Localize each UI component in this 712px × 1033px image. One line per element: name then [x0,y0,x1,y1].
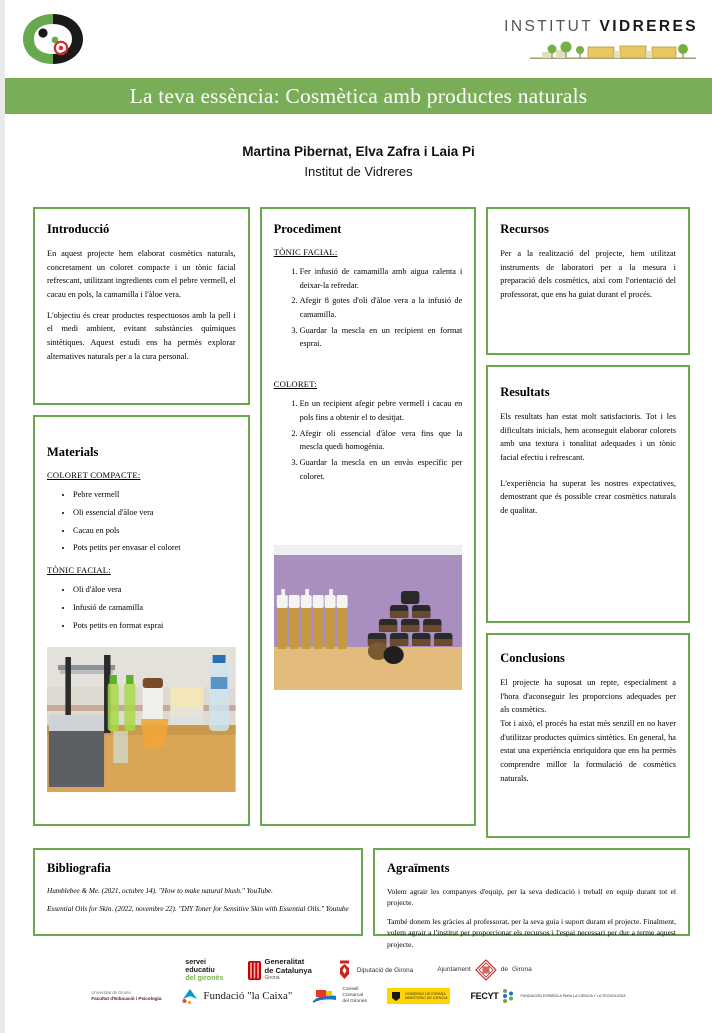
authors-block [5,142,712,181]
ajuntament-word-3: Girona [512,966,532,974]
institut-vidreres-wordmark [504,18,698,36]
introduccio-paragraph-1: En aquest projecte hem elaborat cosmètics naturals, concretament un coloret compacte i un tònic facial refrescant, utilitzant ingredients com el pebre vermell, el cacau en pols, la camamilla i l'àloe vera. [47,249,236,300]
fecyt-subtitle: FUNDACIÓN ESPAÑOLA PARA LA CIENCIA Y LA TECNOLOGÍA [520,993,626,998]
ajuntament-word-2: de [500,966,508,974]
footer-logo-strip [5,958,712,1005]
procediment-sublabel-tonic: TÒNIC FACIAL: [273,247,338,257]
list-item: 3. Guardar la mescla en un envàs específic per coloret. [300,456,463,483]
section-introduccio [33,207,250,405]
list-item: • Pots petits per envasar el coloret [73,539,236,557]
logo-diputacio-de-girona [336,960,413,981]
procediment-heading: Procediment [273,222,342,236]
materials-sublabel-tonic: TÒNIC FACIAL: [47,565,111,576]
recursos-paragraph-1: Per a la realització del projecte, hem utilitzat instruments de laboratori per a la mesura i preparació dels cosmètics, així com l'orientació del professorat, que ens ha guiat durant el procés. [500,249,676,300]
ajuntament-word-1: Ajuntament [437,966,471,974]
ccg-line-2: Comarcal [342,993,363,999]
town-skyline-icon [528,39,698,61]
la-caixa-star-icon [181,987,199,1005]
ministerio-line-1: GOBIERNO DE ESPAÑA [404,991,446,996]
agraiments-paragraph-2: També donem les gràcies al professorat, per la seva guia i suport durant el projecte. Finalment, volem agrair a l'institut per proporcionar els recursos i l'espai necessari per dur a terme aquest projecte. [387,916,676,949]
list-item: • Pebre vermell [73,486,236,504]
logo-generalitat-de-catalunya [248,958,312,982]
list-item: • Cacau en pols [73,522,236,540]
ccg-line-1: Consell [342,987,359,993]
procediment-steps-coloret [274,397,463,483]
logo-fecyt [470,988,625,1004]
logo-consell-comarcal-del-girones [312,987,367,1005]
institut-prefix-text: INSTITUT [504,17,593,35]
generalitat-shield-icon [248,961,261,980]
procediment-steps-tonic [274,265,463,351]
column-left [33,207,250,838]
photo-materials-on-table [47,647,236,792]
list-item: • Pots petits en format esprai [73,617,236,635]
list-item: 3. Guardar la mescla en un recipient en format esprai. [300,324,463,351]
list-item: • Infusió de camamilla [73,599,236,617]
servei-line-1: servei [185,957,206,966]
author-affiliation: Institut de Vidreres [304,163,413,179]
introduccio-paragraph-2: L'objectiu és crear productes respectuosos amb la pell i el medi ambient, evitant substàncies químiques sintètiques. Aquest estudi ens ha permès explorar alternatives naturals per a la cura personal. [47,310,236,361]
ajuntament-crest-icon [475,959,497,981]
photo-finished-products [274,545,463,690]
column-right [486,207,690,838]
generalitat-line-2: de Catalunya [264,965,312,975]
logo-universitat-de-girona [91,991,161,1001]
servei-line-3: del gironès [185,973,224,983]
agraiments-paragraph-1: Volem agrair les companyes d'equip, per la seva dedicació i treball en equip durant tot el projecte. [387,887,676,908]
cocoon-faces-logo-svg [13,9,91,69]
list-item: 2. Afegir oli essencial d'àloe vera fins que la mescla quedi homogènia. [300,427,463,454]
footer-logo-row-2 [91,987,625,1005]
conclusions-paragraph-2: Tot i això, el procés ha estat més senzill en no haver d'utilitzar productes químics sintètics. En general, ha estat una experiència enriquidora que ens ha permès comprendre millor la formulació de cosmètics naturals. [500,719,676,783]
fecyt-wordmark: FECYT [470,991,499,1002]
section-recursos [486,207,690,355]
footer-logo-row-1 [185,958,532,982]
logo-fundacio-la-caixa [181,987,292,1005]
poster-bottom-row [33,848,690,949]
cocoon-faces-logo [13,9,91,69]
section-agraiments [373,848,690,949]
bibliografia-entry: Essential Oils for Skin. (2022, novembre 22). "DIY Toner for Sensitive Skin with Essential Oils." Youtube [47,905,349,914]
institut-vidreres-logo [504,18,698,61]
list-item: 2. Afegir 8 gotes d'oli d'àloe vera a la infusió de camamilla. [300,294,463,321]
section-resultats [486,365,690,623]
author-names: Martina Pibernat, Elva Zafra i Laia Pi [242,144,475,159]
diputacio-label: Diputació de Girona [356,966,414,974]
procediment-sublabel-coloret: COLORET: [273,379,317,390]
conclusions-paragraph-1: El projecte ha suposat un repte, especialment a l'hora d'aconseguir les proporcions adequades per als cosmètics. [500,678,676,715]
udg-line-1: Facultat d'Educació i Psicologia [91,995,162,1001]
materials-heading: Materials [47,445,99,459]
fecyt-dots-icon [502,988,516,1004]
diputacio-crest-icon [336,960,353,981]
bibliografia-entry: Humblebee & Me. (2021, octubre 14). "How to make natural blush." YouTube. [47,887,273,895]
introduccio-heading: Introducció [47,222,110,236]
recursos-heading: Recursos [500,222,549,236]
poster-header [5,0,712,78]
section-bibliografia [33,848,363,936]
materials-photo-wrapper [47,647,236,792]
section-materials [33,415,250,826]
consell-comarcal-icon [312,987,338,1005]
column-middle [260,207,477,838]
logo-gobierno-de-espana-ministerio [387,988,451,1004]
conclusions-heading: Conclusions [500,651,565,665]
section-conclusions [486,633,690,838]
page-title: La teva essència: Cosmètica amb productes naturals [129,83,588,108]
logo-servei-educatiu-del-girones [185,958,223,982]
bibliografia-heading: Bibliografia [47,861,111,875]
resultats-heading: Resultats [500,385,550,399]
list-item: • Oli d'àloe vera [73,581,236,599]
resultats-paragraph-1: Els resultats han estat molt satisfactoris. Tot i les dificultats inicials, hem aconseguit elaborar colorets amb una textura i tonalitat adequades i un tònic facial efectiu i refrescant. [500,412,676,463]
poster-title-bar [5,78,712,114]
udg-line-0: Universitat de Girona [91,990,131,996]
materials-list-coloret [47,486,236,557]
servei-line-2: educatiu [185,965,215,975]
materials-list-tonic [47,581,236,634]
escudo-espana-icon [390,990,402,1002]
ccg-line-3: del Gironès [342,999,367,1005]
list-item: • Oli essencial d'àloe vera [73,504,236,522]
poster-columns [33,207,690,838]
generalitat-line-1: Generalitat [264,957,305,967]
ministerio-line-2: MINISTERIO DE CIENCIA [404,996,448,1001]
generalitat-sub: Girona [264,975,280,982]
logo-ajuntament-de-girona [437,959,532,981]
materials-sublabel-coloret: COLORET COMPACTE: [47,470,141,480]
resultats-paragraph-2: L'experiència ha superat les nostres expectatives, demostrant que és possible crear cosmètics naturals de qualitat. [500,478,676,516]
procediment-photo-wrapper [274,545,463,690]
institut-name-text: VIDRERES [599,17,698,35]
section-procediment [260,207,477,826]
agraiments-heading: Agraïments [387,861,450,875]
list-item: 1. En un recipient afegir pebre vermell i cacau en pols fins a obtenir el to desitjat. [300,397,463,424]
procediment-spacer [274,355,463,377]
list-item: 1. Fer infusió de camamilla amb aigua calenta i deixar-la refredar. [300,265,463,292]
la-caixa-wordmark: Fundació "la Caixa" [203,990,293,1003]
